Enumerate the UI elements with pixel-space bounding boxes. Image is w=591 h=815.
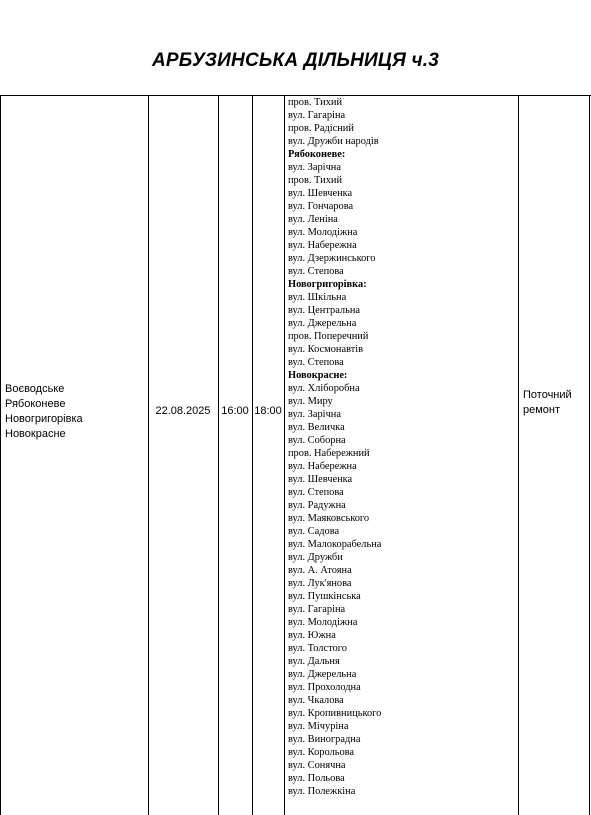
street-item: вул. Малокорабельна [288,539,382,550]
street-item: вул. Лук'янова [288,578,352,589]
street-item: вул. Толстого [288,643,347,654]
reason-line: Поточний [523,389,572,401]
street-item: вул. Шевченка [288,474,353,485]
street-item: вул. Набережна [288,461,357,472]
street-item: вул. Дружби [288,552,343,563]
street-item: вул. Гагаріна [288,110,346,121]
settlement-heading: Рябоконеве: [288,149,346,160]
street-item: вул. Степова [288,487,344,498]
settlements-cell [0,96,148,815]
street-item: вул. Дзержинського [288,253,376,264]
date-cell [148,96,218,815]
start-time-cell [218,96,252,815]
settlement-name: Рябоконеве [5,398,66,410]
column-divider [148,96,149,815]
street-item: вул. А. Атояна [288,565,352,576]
street-item: вул. Садова [288,526,340,537]
street-item: вул. Степова [288,266,344,277]
street-item: вул. Зарічна [288,162,341,173]
street-item: вул. Полежкіна [288,786,356,797]
street-item: вул. Кропивницького [288,708,382,719]
street-item: вул. Радужна [288,500,346,511]
settlement-name: Новогригорівка [5,413,83,425]
street-item: вул. Корольова [288,747,355,758]
street-item: вул. Зарічна [288,409,341,420]
street-item: вул. Польова [288,773,345,784]
street-item: вул. Южна [288,630,336,641]
outage-table [0,95,591,815]
street-item: вул. Шевченка [288,188,353,199]
end-time-cell [252,96,284,815]
column-divider [252,96,253,815]
streets-list [288,96,518,798]
column-divider [518,96,519,815]
street-item: вул. Гончарова [288,201,354,212]
settlement-heading: Новокрасне: [288,370,348,381]
street-item: вул. Прохолодна [288,682,361,693]
page-title: АРБУЗИНСЬКА ДІЛЬНИЦЯ ч.3 [151,50,440,71]
street-item: вул. Джерельна [288,318,357,329]
street-item: вул. Центральна [288,305,361,316]
street-item: пров. Набережний [288,448,370,459]
street-item: вул. Мічуріна [288,721,349,732]
street-item: вул. Дружби народів [288,136,379,147]
street-item: вул. Хліборобна [288,383,360,394]
settlements-list [0,382,148,442]
street-item: пров. Поперечний [288,331,369,342]
start-time: 16:00 [221,405,249,417]
street-item: вул. Набережна [288,240,357,251]
street-item: вул. Степова [288,357,344,368]
streets-cell [284,96,518,815]
street-item: вул. Шкільна [288,292,347,303]
table-border-left [0,96,1,815]
settlement-name: Воєводське [5,383,65,395]
outage-date: 22.08.2025 [155,405,211,417]
street-item: пров. Тихий [288,97,343,108]
reason-line: ремонт [523,404,561,416]
street-item: пров. Радісний [288,123,354,134]
street-item: вул. Величка [288,422,345,433]
street-item: вул. Молодіжна [288,617,358,628]
street-item: вул. Космонавтів [288,344,364,355]
street-item: вул. Дальня [288,656,340,667]
settlement-name: Новокрасне [5,428,66,440]
end-time: 18:00 [254,405,282,417]
street-item: вул. Гагаріна [288,604,346,615]
street-item: вул. Чкалова [288,695,344,706]
street-item: вул. Молодіжна [288,227,358,238]
reason-cell [518,96,591,815]
street-item: вул. Маяковського [288,513,370,524]
street-item: вул. Сонячна [288,760,346,771]
work-reason [518,388,591,418]
street-item: пров. Тихий [288,175,343,186]
street-item: вул. Пушкінська [288,591,361,602]
column-divider [284,96,285,815]
street-item: вул. Виноградна [288,734,361,745]
table-border-right [589,96,590,815]
street-item: вул. Джерельна [288,669,357,680]
settlement-heading: Новогригорівка: [288,279,367,290]
street-item: вул. Соборна [288,435,346,446]
street-item: вул. Леніна [288,214,338,225]
street-item: вул. Миру [288,396,333,407]
column-divider [218,96,219,815]
